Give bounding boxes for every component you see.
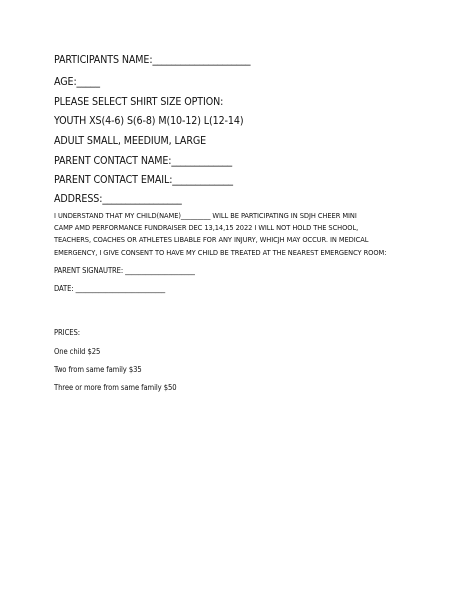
date-field: DATE: ___________________________ [54, 284, 166, 293]
consent-line: CAMP AMD PERFORMANCE FUNDRAISER DEC 13,14,15 2022 I WILL NOT HOLD THE SCHOOL, [54, 223, 359, 233]
adult-size-options: ADULT SMALL, MEEDIUM, LARGE [54, 135, 207, 147]
age-field: AGE:_____ [54, 76, 100, 88]
parent-contact-name-field: PARENT CONTACT NAME:_____________ [54, 155, 233, 167]
price-two-family: Two from same family $35 [54, 365, 142, 374]
consent-paragraph [54, 210, 414, 259]
prices-heading: PRICES: [54, 328, 80, 337]
youth-size-options: YOUTH XS(4-6) S(6-8) M(10-12) L(12-14) [54, 115, 244, 127]
consent-line: TEACHERS, COACHES OR ATHLETES LIBABLE FOR ANY INJURY, WHICJH MAY OCCUR. IN MEDICAL [54, 235, 369, 245]
price-three-family: Three or more from same family $50 [54, 383, 177, 392]
participant-name-field: PARTICIPANTS NAME:_____________________ [54, 54, 251, 66]
parent-contact-email-field: PARENT CONTACT EMAIL:_____________ [54, 174, 233, 186]
consent-line: EMERGENCY, I GIVE CONSENT TO HAVE MY CHILD BE TREATED AT THE NEAREST EMERGENCY ROOM: [54, 247, 387, 257]
shirt-size-prompt: PLEASE SELECT SHIRT SIZE OPTION: [54, 96, 224, 108]
consent-line: I UNDERSTAND THAT MY CHILD(NAME)_________ WILL BE PARTICIPATING IN SDJH CHEER MINI [54, 211, 357, 220]
price-one-child: One child $25 [54, 347, 101, 356]
parent-signature-field: PARENT SIGNAUTRE: _____________________ [54, 266, 195, 275]
address-field: ADDRESS:_________________ [54, 193, 182, 205]
